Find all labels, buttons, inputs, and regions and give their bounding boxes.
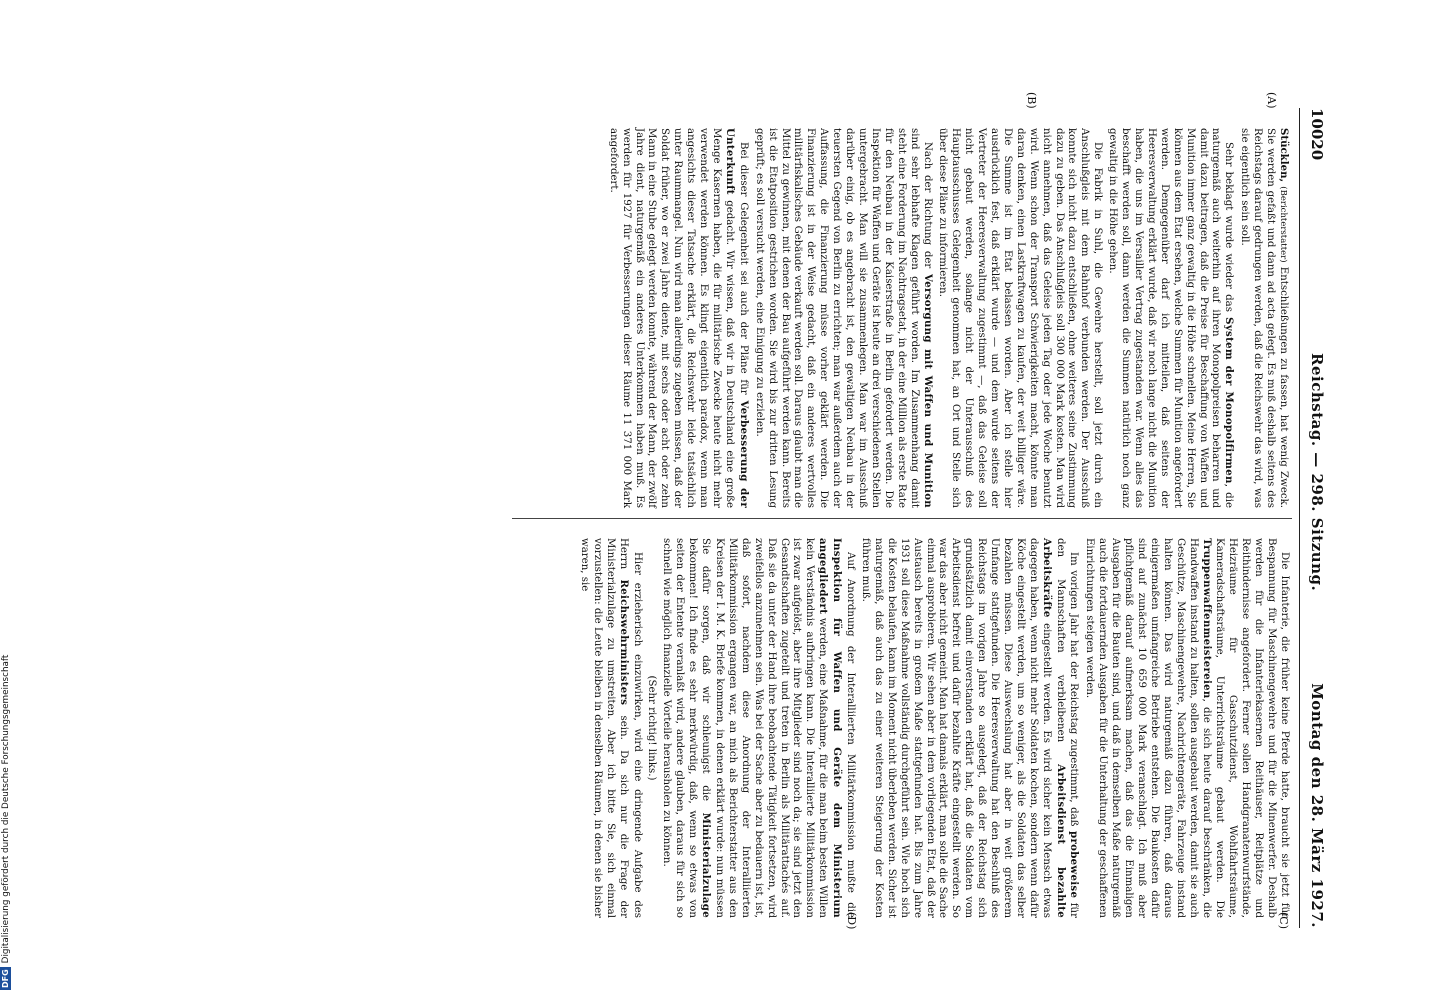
- speaker-name: Stücklen,: [1278, 128, 1290, 183]
- session-title: Reichstag. — 298. Sitzung.: [1308, 353, 1326, 592]
- dfg-logo: DFG: [1, 969, 10, 988]
- paragraph: [1083, 538, 1291, 918]
- emphasis-text: Reichswehrministers: [617, 579, 630, 706]
- column-divider: [512, 518, 1292, 519]
- paragraph-text: Die Fabrik in Suhl, die Gewehre herstellt, soll jetzt durch ein Anschlußgleis mit dem Bahnhof verbunden werden. Der Ausschuß konnte sich nicht dazu entschließen, ohne weiteres seine Zustimmung dazu zu geben. Das Anschlußgleis soll 300 000 Mark kosten. Man wird nicht annehmen, daß das Geleise jeden Tag oder jede Woche benutzt wird. Wenn schon der Transport Schwierigkeiten macht, könnte man daran denken, einen Lastkraftwagen zu kaufen, der weit billiger wäre. Die Summe ist im Etat belassen worden. Aber ich stelle hier ausdrücklich fest, daß erklärt wurde — und dem wurde seitens der Vertreter der Heeresverwaltung zugestimmt —, daß das Geleise soll nicht gebaut werden, solange nicht der Unterausschuß des Hauptausschusses Gelegenheit genommen hat, an Ort und Stelle sich über diese Pläne zu informieren.: [937, 128, 1104, 508]
- emphasis-text: Ministerialzulage: [700, 812, 713, 918]
- right-column: [575, 538, 1290, 918]
- paragraph: [752, 128, 934, 508]
- paragraph-text: Bei dieser Gelegenheit sei auch der Pläne für: [737, 142, 749, 395]
- paragraph-text: Hier erzieherisch einzuwirken, wird eine dringende Aufgabe des Herrn: [617, 538, 643, 918]
- paragraph-text: Entschließungen zu fassen, hat wenig Zweck. Sie werden gefaßt und dann ad acta gelegt. Es muß deshalb seitens des Reichstags darauf gedrungen werden, daß die Reichswehr das wird, was sie eigentlich sein soll.: [1239, 128, 1289, 508]
- interjection: (Sehr richtig! links.): [646, 675, 658, 781]
- page-header: [1299, 108, 1330, 928]
- paragraph: [936, 128, 1104, 508]
- session-date: Montag den 28. März 1927.: [1308, 683, 1326, 928]
- emphasis-text: Verbesserung der Unterkunft: [723, 128, 750, 509]
- speaker-role: Berichterstatter: [1278, 189, 1288, 260]
- paragraph: [858, 538, 1080, 918]
- emphasis-text: Versorgung mit Waffen und Munition: [921, 274, 934, 508]
- paragraph: [577, 538, 643, 918]
- paragraph-text: Auf Anordnung der Interalliierten Militärkommission mußte die: [845, 552, 857, 918]
- paragraph-text: , die naturgemäß auch weiterhin auf ihren Monopolpreisen beharren und damit dazu beitragen, daß die Preise für Beschaffung von Waffen und Munition immer ganz gewaltig in die Höhe schnellen. Meine Herren, Sie können aus dem Etat ersehen, welche Summen für Munition angefordert werden. Demgegenüber darf ich mitteilen, daß seitens der Heeresverwaltung erklärt wurde, daß wir noch lange nicht die Munition haben, die uns im Versailler Vertrag zugestanden war. Wenn alles das beschafft werden soll, dann werden die Summen natürlich noch ganz gewaltig in die Höhe gehen.: [1107, 128, 1235, 508]
- page-number: 10020: [1308, 108, 1326, 161]
- paragraph: Stücklen, (Berichterstatter) Entschließungen zu fassen, hat wenig Zweck. Sie werden gefaßt und dann ad acta gelegt. Es muß deshalb seitens des Reichstags darauf gedrungen werden, daß die Reichswehr das wird, was sie eigentlich sein soll.: [1239, 128, 1290, 508]
- paragraph-text: Sehr beklagt wurde wieder das: [1223, 142, 1235, 312]
- emphasis-text: System der Monopolfirmen: [1223, 317, 1236, 484]
- paragraph-text: bekommen! Ich finde es sehr merkwürdig, daß, wenn so etwas von seiten der Entente veranlaßt wird, andere glauben, daraus für sich so schnell wie möglich finanzielle Vorteile herausholen zu können.: [661, 538, 699, 918]
- paragraph: [606, 128, 750, 508]
- rotated-page-content: [100, 92, 1330, 930]
- margin-marker-a: (A): [1265, 92, 1278, 109]
- paragraph-text: gedacht. Wir wissen, daß wir in Deutschland eine große Menge Kasernen haben, die für militärische Zwecke heute nicht mehr verwendet werden können. Es klingt eigentlich paradox, wenn man angesichts dieser Tatsache erklärt, die Reichswehr leide tatsächlich unter Raummangel. Nun wird man allerdings zugeben müssen, daß der Soldat früher, wo er zwei Jahre diente, mit sechs oder acht oder zehn Mann in eine Stube gelegt werden konnte, während der Mann, der zwölf Jahre dient, naturgemäß ein anderes Unterkommen haben muß. Es werden für 1927 für Verbesserungen dieser Räume 11 371 000 Mark angefordert.: [607, 128, 735, 508]
- paragraph: [660, 538, 857, 918]
- margin-marker-d: (D): [845, 912, 858, 930]
- left-column: [604, 128, 1290, 508]
- paragraph-text: für den Mannschaften verbleibenen: [1054, 538, 1080, 918]
- emphasis-text: Arbeitsdienst bezahlte Arbeitskräfte: [1040, 538, 1067, 918]
- paragraph-text: sein. Da sich nur die Frage der Ministerialzulage zu umstreiten. Aber ich bitte Sie, sich einmal vorzustellen: die Leute bleiben in denselben Räumen, in denen sie bisher waren, sie: [578, 538, 629, 918]
- paragraph-text: sind sehr lebhafte Klagen geführt worden. Im Zusammenhang damit steht eine Forderung im Nachtragsetat, in der eine Million als erste Rate für den Neubau in der Kaiserstraße in Berlin gefordert werden. Die Inspektion für Waffen und Geräte ist heute an drei verschiedenen Stellen untergebracht. Man will sie zusammenlegen. Man war im Ausschuß darüber einig, ob es angebracht ist, den gewaltigen Neubau in der teuersten Gegend von Berlin zu errichten; man war außerdem auch der Auffassung, die Finanzierung müsse vorher geklärt werden. Die Finanzierung ist in der Weise gedacht, daß ein anderes wertvolles militärfiskalisches Gebäude verkauft werden soll. Daraus glaubt man die Mittel zu gewinnen, mit denen der Bau aufgeführt werden kann. Bereits ist die Etatposition gestrichen worden. Sie wird bis zur dritten Lesung geprüft; es soll versucht werden, eine Einigung zu erzielen.: [753, 128, 920, 508]
- paragraph-text: Nach der Richtung der: [921, 142, 933, 269]
- paragraph-text: Im vorigen Jahr hat der Reichstag zugestimmt, daß: [1068, 552, 1080, 827]
- paragraph-text: Die Infanterie, die früher keine Pferde hatte, braucht sie jetzt für Bespannung für Maschinengewehre und für die Minenwerfer. Deshalb werden für die Infanteriekasernen Reithäuser, Reitplätze und Reithindernisse angefordert. Ferner sollen Handgranatenwurfstände, Heizräume für Gasschutzdienst, Wohlfahrtsräume, Kameradschaftsräume, Unterrichtsräume gebaut werden. Die: [1214, 538, 1290, 918]
- credit-text: Digitalisierung gefördert durch die Deutsche Forschungsgemeinschaft: [1, 654, 11, 964]
- paragraph-text: werden, eine Maßnahme, für die man beim besten Willen kein Verständnis aufbringen kann. Die Interalliierte Militärkommission ist zwar aufgelöst, aber ihre Mitglieder sind noch da; sie sind jetzt den Gesandtschaften zugeteilt und treten in Berlin als Militärattachés auf. Daß sie da unter der Hand ihre beobachtende Tätigkeit fortsetzen, wird zweifellos anzunehmen sein. Was bei der Sache aber zu bedauern ist, ist, daß sofort, nachdem diese Anordnung der Interalliierten Militärkommission ergangen war, an mich als Berichterstatter aus den Kreisen der I. M. K. Briefe kommen, in denen erklärt wurde: nun müssen Sie dafür sorgen, daß wir schleunigst die: [700, 538, 829, 918]
- digitization-credit: [0, 0, 12, 1000]
- emphasis-text: Truppenwaffenmeistereien: [1200, 538, 1213, 699]
- paragraph-text: eingestellt werden. Es wird sicher kein Mensch etwas dagegen haben, wenn nicht mehr Soldaten kochen, sondern wenn dafür Köche eingestellt werden, um so weniger, als die Soldaten das selber bezahlen müssen. Diese Auswechslung hat aber in weit größerem Umfange stattgefunden. Die Heeresverwaltung hat den Beschluß des Reichstags im vorigen Jahre so ausgelegt, daß der Reichstag sich grundsätzlich damit einverstanden erklärt hat, daß die Soldaten vom Arbeitsdienst befreit und dafür bezahlte Kräfte eingestellt werden. So war das aber nicht gemeint. Man hat damals erklärt, man solle die Sache einmal ausprobieren. Wir sehen aber in dem vorliegenden Etat, daß der Austausch bereits in großem Maße stattgefunden hat. Bis zum Jahre 1931 soll diese Maßnahme vollständig durchgeführt sein. Wie hoch sich die Kosten belaufen, kann im Moment nicht überleben werden. Sicher ist naturgemäß, daß auch das zu einer weiteren Steigerung der Kosten führen muß.: [860, 538, 1052, 918]
- paragraph-text: , die sich heute darauf beschränken, die Handwaffen instand zu halten, sollen ausgebaut werden, damit sie auch Geschütze, Maschinengewehre, Nachrichtengeräte, Fahrzeuge instand halten können. Das wird naturgemäß dazu führen, daß daraus einigermaßen umfangreiche Betriebe entstehen. Die Baukosten dafür sind auf zunächst 10 659 000 Mark veranschlagt. Ich muß aber pflichtgemäß darauf aufmerksam machen, daß das die Einmaligen Ausgaben für die Bauten sind, und daß in demselben Maße naturgemäß auch die fortdauernden Ausgaben für die Unterhaltung der geschaffenen Einrichtungen steigen werden.: [1084, 538, 1212, 918]
- margin-marker-c: (C): [1277, 912, 1290, 929]
- margin-marker-b: (B): [1025, 92, 1038, 109]
- emphasis-text: Inspektion für Waffen und Geräte dem Ministerium angegliedert: [817, 538, 844, 918]
- emphasis-text: probeweise: [1068, 831, 1081, 899]
- paragraph: [1105, 128, 1235, 508]
